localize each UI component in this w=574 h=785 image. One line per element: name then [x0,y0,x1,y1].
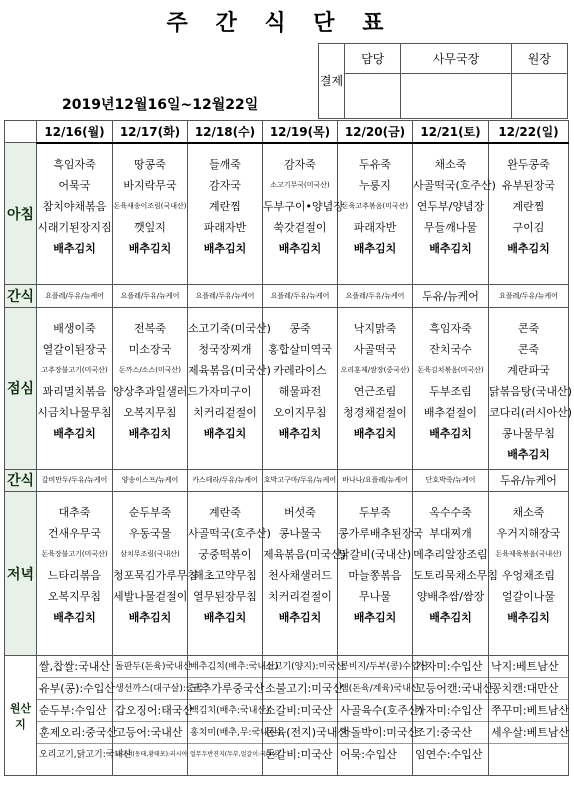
cell-note [263,492,337,502]
menu-item: 버섯죽 [284,506,316,520]
page-title: 주 간 식 단 표 [166,11,394,36]
origin-item: 사골육수(호주산) [338,700,412,722]
menu-item: 치커리겉절이 [193,405,257,419]
menu-item: 오리훈제/쌈장(중국산) [340,365,410,374]
origin-item: 갑오징어:태국산 [113,700,187,722]
origin-item: 소고기(양지):미국산 [263,656,337,678]
origin-item: 돈갈비:미국산 [265,748,333,762]
menu-item: 배추김치 [53,426,96,440]
cell-note [413,308,488,318]
approval-role-director: 원장 [511,44,567,74]
menu-item: 누룽지 [359,178,391,192]
menu-item: 들깨죽 [209,157,241,171]
lunch-cell [113,307,199,469]
menu-item: 어묵국 [58,178,91,192]
approval-sign-staff[interactable] [345,74,401,119]
approval-label: 결제 [319,44,345,119]
menu-item: 소고기죽(미국산) [188,321,271,335]
origin-item: 가자미:수입산 [413,656,488,678]
dinner-cell [413,492,499,656]
day-header: 12/21(토) [413,121,489,143]
menu-item: 쑥갓겉절이 [273,220,327,234]
origin-item: 쭈꾸미:베트남산 [489,700,568,722]
day-header: 12/16(월) [37,121,113,143]
menu-item: 연근조림 [353,384,397,398]
origin-item: 꽁치캔:대만산 [489,678,568,700]
menu-item: 건새우무국 [47,527,102,541]
lunch-cell [413,307,489,469]
cell-note [37,308,112,318]
menu-item: 계란죽 [209,506,241,520]
menu-item: 잔치국수 [429,342,472,356]
dinner-cell [338,492,424,656]
origin-item: 얼무두반진지(두부,얼갈이:국내산) [190,751,280,759]
menu-item: 파래자반 [353,220,397,234]
menu-item: 배추김치 [128,426,172,440]
menu-item: 유부된장국 [501,178,556,192]
day-header: 12/17(화) [113,121,188,143]
meal-label-dinner: 저녁 [5,492,37,656]
menu-item: 사골떡국(호주산) [413,178,496,192]
menu-item: 계란찜 [209,199,241,213]
lunch-cell [489,307,572,469]
origin-item: 콩비지/두부(콩)수입산 [338,656,412,678]
menu-item: 배추김치 [353,611,397,625]
menu-item: 파래자반 [203,220,247,234]
dinner-cell [489,492,569,656]
origin-item: 오리고기,닭고기:국내산 [39,750,132,761]
menu-item: 감자죽 [284,157,316,171]
menu-item: 두부조림 [429,384,472,398]
origin-item: 낙지:베트남산 [489,656,568,678]
cell-note [413,144,488,154]
snack-cell: 요플레/두유/뉴케어 [37,285,113,307]
menu-item: 마늘쫑볶음 [348,569,402,583]
menu-item: 계란파국 [507,363,550,377]
menu-item: 깻잎지 [134,220,166,234]
breakfast-cell [113,143,188,285]
dinner-cell [263,492,346,656]
lunch-cell [338,307,413,469]
menu-item: 오복지무침 [123,405,177,419]
menu-item: 삼치무조림(국내산) [120,550,180,559]
origin-item: 조기:중국산 [413,722,488,744]
menu-item: 미소장국 [128,342,172,356]
menu-item: 배추김치 [353,241,397,255]
menu-item: 천사채샐러드 [268,569,332,583]
origin-item: 임연수:수입산 [415,748,483,762]
cell-note [338,492,412,502]
menu-item: 궁중떡볶이 [198,548,252,562]
origin-item: 쌀,찹쌀:국내산 [37,656,112,678]
menu-item: 시래기된장지짐 [37,220,112,234]
menu-item: 해물파전 [278,384,322,398]
snack-cell: 호박고구마/두유/뉴케어 [263,469,338,491]
origin-item: 돌판두(돈육)국내산 [113,656,187,678]
meal-label-breakfast: 아침 [5,143,37,285]
approval-role-manager: 사무국장 [401,44,511,74]
menu-item: 닭갈비(국내산) [338,548,412,562]
menu-item: 오복지무침 [47,590,102,604]
cell-note [37,144,112,154]
menu-item: 제육볶음(미국산) [188,363,271,377]
dinner-cell [113,492,199,656]
approval-sign-director[interactable] [511,74,567,119]
meal-label-origin: 원산지 [5,656,37,776]
origin-item: 배추김치(배추:국내산) [188,656,262,678]
snack-cell: 두유/뉴케어 [489,469,569,491]
menu-item: 연두부/양념장 [416,199,485,213]
origin-item: 고등어캔:국내산 [413,678,488,700]
menu-item: 두유죽 [359,157,391,171]
cell-note [263,308,337,318]
snack-cell: 갈비만두/두유/뉴케어 [37,469,113,491]
snack-cell: 양송이스프/뉴케어 [113,469,188,491]
menu-item: 콘죽 [517,342,540,356]
menu-item: 치커리겉절이 [268,590,332,604]
menu-item: 얼갈이나물 [501,590,556,604]
origin-cell [338,656,429,776]
menu-item: 우엉채조림 [501,569,556,583]
menu-item: 배추김치 [53,611,96,625]
origin-cell [188,656,282,776]
menu-item: 옥수수죽 [429,506,472,520]
menu-item: 무나물 [359,590,391,604]
snack-cell: 요플레/두유/뉴케어 [489,285,569,307]
breakfast-cell [263,143,344,285]
cell-note [338,308,412,318]
breakfast-cell [413,143,496,285]
approval-sign-manager[interactable] [401,74,511,119]
lunch-cell [263,307,338,469]
origin-item: 코다리(동태,황태포):러시아 [115,751,188,759]
menu-item: 배추김치 [203,426,247,440]
menu-item: 카레라이스 [273,363,327,377]
snack-cell: 단호박죽/뉴케어 [413,469,489,491]
approval-role-staff: 담당 [345,44,401,74]
menu-item: 배추김치 [429,611,472,625]
origin-cell [37,656,132,776]
snack-cell: 요플레/두유/뉴케어 [113,285,188,307]
lunch-cell [37,307,113,469]
origin-item: 세우살:베트남산 [489,722,568,744]
cell-note [37,492,112,502]
origin-item: 순두부:수입산 [37,700,112,722]
menu-item: 홍합살미역국 [268,342,332,356]
menu-item: 배추김치 [429,241,472,255]
menu-item: 사골떡국(호주산) [188,527,271,541]
origin-item: 백김치(배추:국내산) [188,700,262,722]
menu-item: 배추김치 [278,426,322,440]
origin-item: 어묵:수입산 [340,748,397,762]
menu-item: 청경채겉절이 [343,405,407,419]
menu-item: 느타리볶음 [47,569,102,583]
origin-cell [113,656,204,776]
menu-item: 배추김치 [429,426,472,440]
menu-item: 배추김치 [128,241,172,255]
origin-cell [263,656,348,776]
menu-item: 배추김치 [203,241,247,255]
origin-item: 고추가루중국산 [188,678,262,700]
snack-cell: 두유/뉴케어 [413,285,489,307]
dinner-cell [37,492,113,656]
origin-item: 햄(돈육/계육)국내산 [338,678,412,700]
menu-item: 청국장찌개 [198,342,252,356]
menu-item: 콩나물국 [278,527,322,541]
menu-item: 흑임자죽 [429,321,472,335]
menu-item: 열갈이된장국 [42,342,107,356]
origin-cell [413,656,494,776]
meal-label-lunch: 점심 [5,307,37,469]
menu-item: 오이지무침 [273,405,327,419]
menu-item: 소고기무국(미국산) [270,180,330,189]
origin-item: 유부(콩):수입산 [37,678,112,700]
menu-item: 양상추과일샐러드 [113,384,199,398]
origin-item: 차돌박이:미국산 [338,722,412,744]
day-header: 12/20(금) [338,121,413,143]
menu-item: 해초고약무침 [193,569,257,583]
cell-note [413,492,488,502]
menu-item: 콩가루배추된장국 [338,527,424,541]
menu-item: 배추김치 [353,426,397,440]
menu-item: 우거지해장국 [496,527,561,541]
origin-item: 생선까스(대구살):중국 [113,678,187,700]
menu-item: 돈육새송이조림(국내산) [113,201,187,210]
menu-item: 돈까스/소스(미국산) [119,365,181,374]
breakfast-cell [338,143,413,285]
menu-item: 배추김치 [278,241,322,255]
cell-note [188,492,262,502]
menu-item: 세발나물겉절이 [113,590,188,604]
breakfast-cell [489,143,569,285]
menu-item: 두부구이•양념장 [263,199,344,213]
menu-item: 배추김치 [278,611,322,625]
corner-cell [5,121,37,143]
origin-item: 고등어:국내산 [113,722,187,744]
menu-item: 배추김치 [507,611,550,625]
snack-cell: 바나나/요플레/뉴케어 [338,469,413,491]
menu-item: 청포묵김가루무침 [113,569,199,583]
day-header: 12/22(일) [489,121,569,143]
cell-note [188,308,262,318]
snack-cell: 요플레/두유/뉴케어 [188,285,263,307]
menu-item: 채소죽 [512,506,545,520]
menu-item: 낙지맑죽 [353,321,397,335]
breakfast-cell [37,143,113,285]
cell-note [489,144,568,154]
cell-note [113,308,187,318]
menu-item: 채소죽 [434,157,467,171]
menu-item: 전복죽 [134,321,166,335]
menu-item: 열무된장무침 [193,590,257,604]
menu-item: 배추김치 [507,447,550,461]
weekly-menu-table [4,120,572,776]
menu-item: 돈육장불고기(미국산) [41,550,108,559]
snack-cell: 카스테라/두유/뉴케어 [188,469,263,491]
menu-item: 고추장불고기(미국산) [41,365,108,374]
menu-item: 코다리(러시아산) [489,405,572,419]
menu-item: 흑임자죽 [53,157,96,171]
meal-label-snack-pm: 간식 [5,469,37,491]
menu-item: 배추김치 [507,241,550,255]
menu-item: 완두콩죽 [507,157,550,171]
menu-item: 참치야채볶음 [42,199,107,213]
menu-item: 돈육고추볶음(미국산) [341,201,409,210]
menu-item: 닭볶음탕(국내산) [489,384,572,398]
menu-item: 콘죽 [517,321,540,335]
menu-item: 콩나물무침 [501,426,556,440]
day-header: 12/18(수) [188,121,263,143]
menu-item: 꽈리멸치볶음 [42,384,107,398]
cell-note [113,144,187,154]
approval-box [318,43,568,119]
menu-item: 감자국 [209,178,241,192]
menu-item: 대추죽 [58,506,91,520]
menu-item: 돈육제육볶음(국내산) [495,550,562,559]
cell-note [188,144,262,154]
cell-note [489,492,568,502]
menu-item: 시금치나물무침 [37,405,112,419]
menu-item: 배추겉절이 [423,405,478,419]
menu-item: 부대찌개 [429,527,472,541]
snack-cell: 요플레/두유/뉴케어 [263,285,338,307]
origin-item: 훈제오리:중국산 [37,722,112,744]
day-header: 12/19(목) [263,121,338,143]
origin-item: 가자미:수입산 [413,700,488,722]
menu-item: 계란찜 [512,199,545,213]
snack-cell: 요플레/두유/뉴케어 [338,285,413,307]
menu-item: 도토리묵채소무침 [413,569,499,583]
menu-item: 땅콩죽 [134,157,166,171]
menu-item: 구이김 [512,220,545,234]
origin-item [489,744,568,766]
menu-item: 사골떡국 [353,342,397,356]
menu-item: 콩죽 [289,321,311,335]
menu-item: 배추김치 [203,611,247,625]
menu-item: 순두부죽 [128,506,172,520]
menu-item: 바지락무국 [123,178,177,192]
cell-note [263,144,337,154]
breakfast-cell [188,143,263,285]
cell-note [113,492,187,502]
cell-note [489,308,568,318]
menu-item: 배추김치 [53,241,96,255]
origin-cell [489,656,569,776]
menu-item: 제육볶음(미국산) [263,548,346,562]
menu-item: 무들깨나물 [423,220,478,234]
origin-item: 돈육(전지)국내산 [263,722,337,744]
meal-label-snack-am: 간식 [5,285,37,307]
date-range: 2019년12월16일~12월22일 [62,97,259,113]
dinner-cell [188,492,271,656]
lunch-cell [188,307,271,469]
menu-item: 가자미구이 [198,384,252,398]
origin-item: 홍치미(배추,무:국내산) [188,722,262,744]
origin-item: 소갈비:미국산 [263,700,337,722]
menu-item: 배추김치 [128,611,172,625]
menu-item: 배생이죽 [53,321,96,335]
menu-item: 메추리알장조림 [413,548,488,562]
menu-item: 우동국물 [128,527,172,541]
origin-item: 소불고기:미국산 [263,678,337,700]
menu-item: 돈육김치볶음(미국산) [417,365,484,374]
cell-note [338,144,412,154]
menu-item: 두부죽 [359,506,391,520]
menu-item: 양배추쌈/쌈장 [416,590,485,604]
